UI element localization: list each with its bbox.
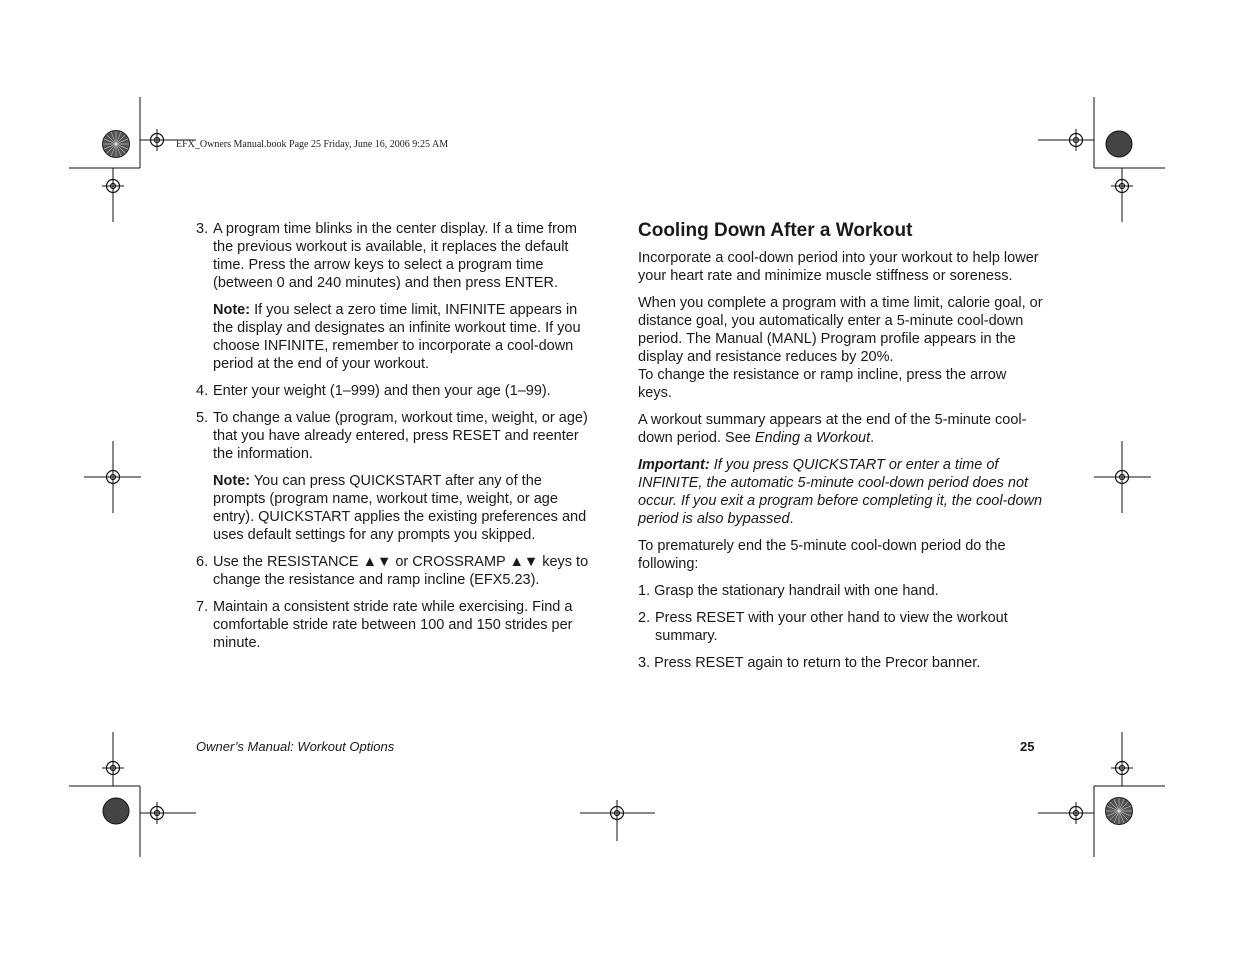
page-number: 25 xyxy=(1020,739,1035,754)
list-item: 2. Press RESET with your other hand to view the workout summary. xyxy=(638,610,1008,644)
paragraph: Incorporate a cool-down period into your workout to help lower your heart rate and minimize muscle stiffness or soreness. xyxy=(638,250,1039,284)
note: Note: You can press QUICKSTART after any of the prompts (program name, workout time, weight, or age entry). QUICKSTART applies the existing preferences and uses default settings for any prompts you skipped. xyxy=(213,473,587,543)
list-item: 5. To change a value (program, workout time, weight, or age) that you have already entered, press RESET and reenter the information. xyxy=(196,410,588,462)
paragraph: To prematurely end the 5-minute cool-down period do the following: xyxy=(638,538,1006,572)
right-column xyxy=(638,220,1043,681)
important-note: Important: If you press QUICKSTART or enter a time of INFINITE, the automatic 5-minute cool-down period does not occur. If you exit a program before completing it, the cool-down period is also bypassed. xyxy=(638,457,1043,527)
cross-reference: Ending a Workout xyxy=(754,430,871,446)
list-item: 6. Use the RESISTANCE ▲▼ or CROSSRAMP ▲▼ keys to change the resistance and ramp incline (EFX5.23). xyxy=(196,554,589,588)
list-item: 4. Enter your weight (1–999) and then your age (1–99). xyxy=(196,383,551,399)
section-heading: Cooling Down After a Workout xyxy=(638,220,913,241)
paragraph: A workout summary appears at the end of the 5-minute cool-down period. See Ending a Workout. xyxy=(638,412,1027,446)
paragraph: When you complete a program with a time limit, calorie goal, or distance goal, you automatically enter a 5-minute cool-down period. The Manual (MANL) Program profile appears in the display and resistance reduces by 20%. To change the resistance or ramp incline, press the arrow keys. xyxy=(638,295,1043,401)
left-column xyxy=(196,220,596,661)
note: Note: If you select a zero time limit, INFINITE appears in the display and designates an infinite workout time. If you choose INFINITE, remember to incorporate a cool-down period at the end of your workout. xyxy=(213,302,581,372)
list-item: 3. Press RESET again to return to the Precor banner. xyxy=(638,655,981,671)
footer-title: Owner’s Manual: Workout Options xyxy=(196,739,395,754)
list-item: 7. Maintain a consistent stride rate while exercising. Find a comfortable stride rate between 100 and 150 strides per minute. xyxy=(196,599,573,651)
list-item: 3. A program time blinks in the center display. If a time from the previous workout is available, it replaces the default time. Press the arrow keys to select a program time (between 0 and 240 minutes) and then press ENTER. xyxy=(196,221,577,291)
list-item: 1. Grasp the stationary handrail with one hand. xyxy=(638,583,939,599)
print-slug: EFX_Owners Manual.book Page 25 Friday, June 16, 2006 9:25 AM xyxy=(176,139,449,150)
